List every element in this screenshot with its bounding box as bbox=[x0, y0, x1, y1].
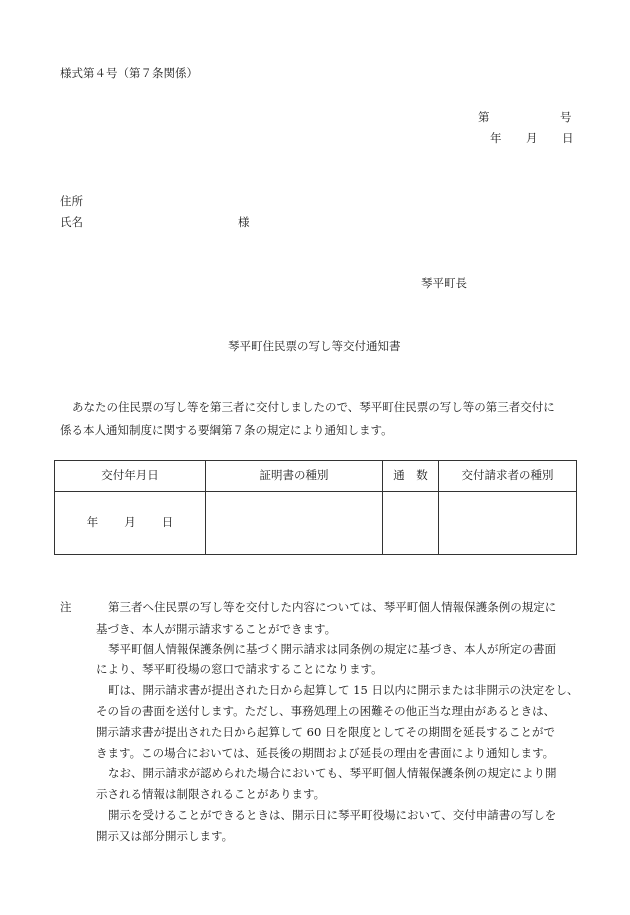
note-marker: 注 bbox=[60, 600, 72, 614]
note-line: 基づき、本人が開示請求することができます。 bbox=[96, 622, 337, 636]
delivery-table bbox=[54, 460, 572, 554]
note-line: 開示請求書が提出された日から起算して 60 日を限度としてその期間を延長することがで bbox=[96, 725, 555, 739]
issue-date-year: 年 bbox=[490, 131, 502, 145]
note-line: 開示を受けることができるときは、開示日に琴平町役場において、交付申請書の写しを bbox=[108, 808, 557, 822]
note-line: 琴平町個人情報保護条例に基づく開示請求は同条例の規定に基づき、本人が所定の書面 bbox=[108, 642, 557, 656]
intro-line: 係る本人通知制度に関する要綱第７条の規定により通知します。 bbox=[60, 423, 393, 437]
honorific: 様 bbox=[238, 215, 250, 229]
name-label: 氏名 bbox=[60, 215, 83, 229]
intro-line: あなたの住民票の写し等を第三者に交付しましたので、琴平町住民票の写し等の第三者交付に bbox=[72, 400, 555, 414]
header-delivery-date: 交付年月日 bbox=[55, 461, 206, 492]
note-line: 第三者へ住民票の写し等を交付した内容については、琴平町個人情報保護条例の規定に bbox=[108, 600, 557, 614]
note-line: その旨の書面を送付します。ただし、事務処理上の困難その他正当な理由があるときは、 bbox=[96, 704, 556, 718]
table-row bbox=[55, 492, 577, 555]
issue-date-day: 日 bbox=[562, 131, 574, 145]
table-header-row bbox=[55, 461, 577, 492]
document-number-prefix: 第 bbox=[478, 110, 490, 124]
note-line: なお、開示請求が認められた場合においても、琴平町個人情報保護条例の規定により開 bbox=[108, 766, 557, 780]
cell-certificate-type bbox=[206, 492, 383, 555]
issuer-mayor: 琴平町長 bbox=[421, 276, 467, 290]
note-line: により、琴平町役場の窓口で請求することになります。 bbox=[96, 662, 383, 676]
issue-date-month: 月 bbox=[526, 131, 538, 145]
cell-date-day: 日 bbox=[161, 515, 174, 530]
document-title: 琴平町住民票の写し等交付通知書 bbox=[228, 339, 401, 353]
note-line: 示される情報は制限されることがあります。 bbox=[96, 787, 326, 801]
cell-date-month: 月 bbox=[124, 515, 136, 530]
note-line: 開示又は部分開示します。 bbox=[96, 829, 234, 843]
cell-requester-type bbox=[439, 492, 577, 555]
document-number-suffix: 号 bbox=[560, 110, 572, 124]
header-count: 通 数 bbox=[383, 461, 439, 492]
address-label: 住所 bbox=[60, 194, 83, 208]
note-line: 町は、開示請求書が提出された日から起算して 15 日以内に開示または非開示の決定をし、 bbox=[108, 683, 579, 697]
cell-count bbox=[383, 492, 439, 555]
cell-delivery-date bbox=[55, 492, 206, 555]
form-number: 様式第４号（第７条関係） bbox=[60, 66, 198, 80]
cell-date-year: 年 bbox=[86, 515, 99, 530]
header-requester-type: 交付請求者の種別 bbox=[439, 461, 577, 492]
header-certificate-type: 証明書の種別 bbox=[206, 461, 383, 492]
note-line: きます。この場合においては、延長後の期間および延長の理由を書面により通知します。 bbox=[96, 746, 555, 760]
